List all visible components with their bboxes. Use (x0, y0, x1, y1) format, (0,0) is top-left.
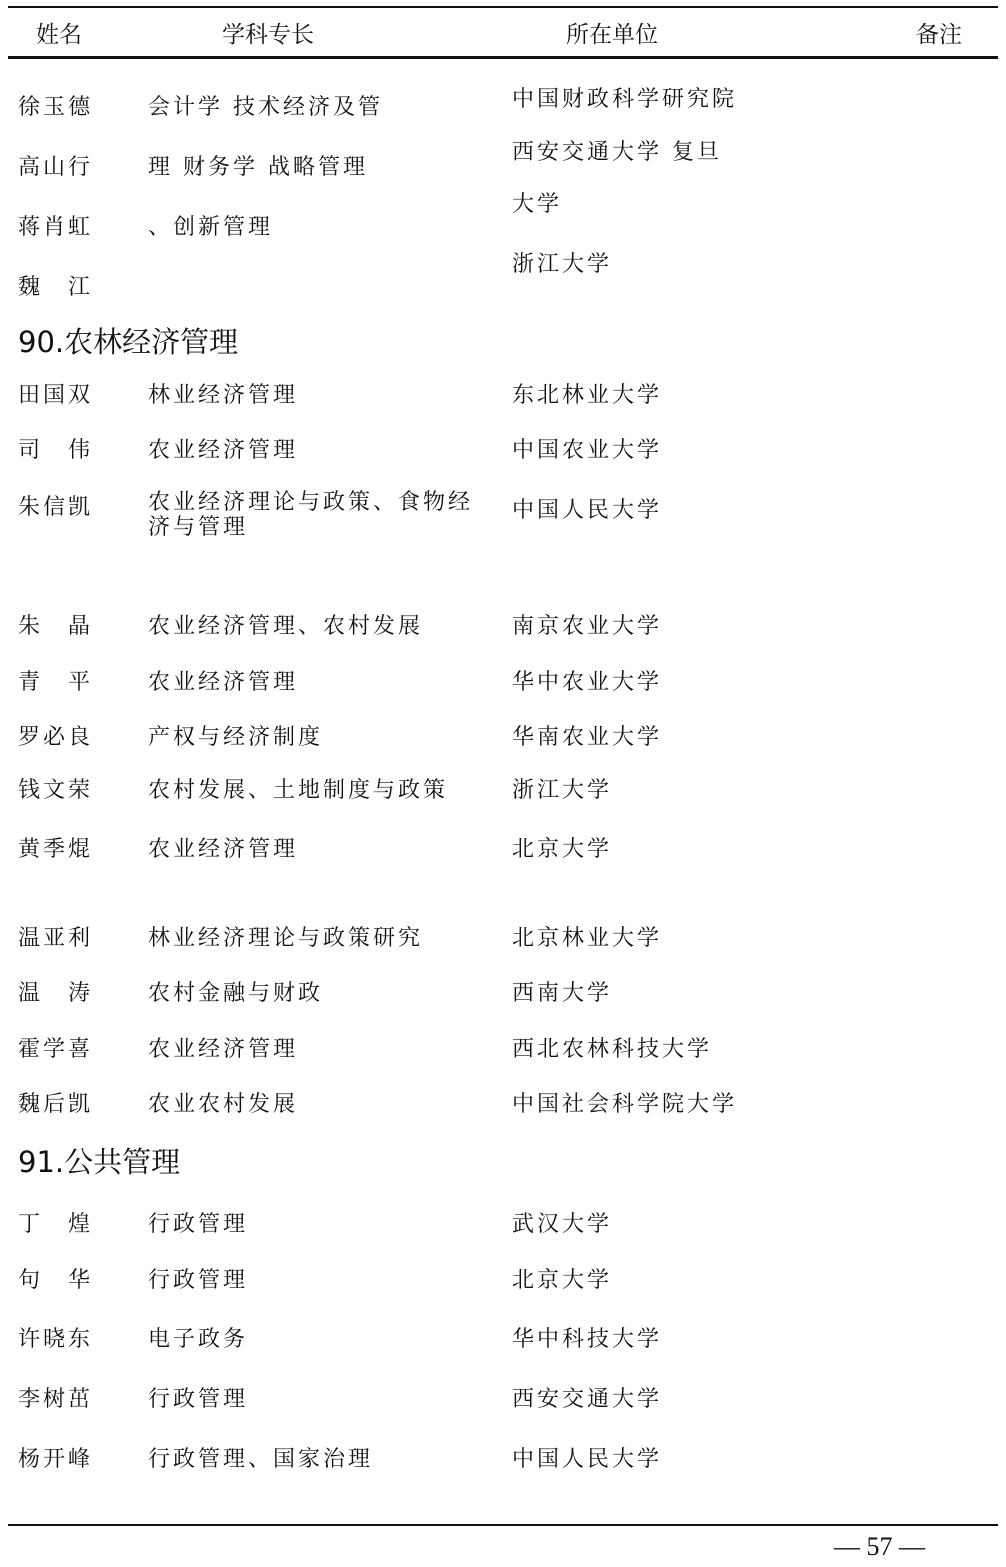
header-top-rule (8, 6, 998, 8)
name-cell: 司 伟 (18, 438, 94, 463)
specialty-cell: 农业农村发展 (148, 1092, 299, 1117)
header-specialty: 学科专长 (222, 22, 314, 48)
unit-cell: 西北农林科技大学 (512, 1037, 713, 1062)
name-cell: 杨开峰 (18, 1447, 94, 1472)
name-cell: 李树茁 (18, 1387, 94, 1412)
specialty-cell: 产权与经济制度 (148, 725, 324, 750)
specialty-line: 会计学 技术经济及管 (148, 95, 383, 120)
name-cell: 句 华 (18, 1268, 94, 1293)
name-cell: 田国双 (18, 383, 94, 408)
unit-cell: 北京大学 (512, 837, 613, 862)
page-number: — 57 — (834, 1532, 925, 1561)
specialty-cell: 农村金融与财政 (148, 981, 324, 1006)
specialty-cell: 农业经济理论与政策、食物经济与管理 (148, 490, 474, 540)
name-cell: 徐玉德 (18, 95, 94, 120)
specialty-cell: 电子政务 (148, 1327, 249, 1352)
unit-cell: 北京林业大学 (512, 926, 663, 951)
unit-cell: 中国社会科学院大学 (512, 1092, 738, 1117)
specialty-cell: 农业经济管理、农村发展 (148, 614, 424, 639)
specialty-cell: 农业经济管理 (148, 670, 299, 695)
header-bottom-rule (8, 56, 998, 59)
unit-cell: 南京农业大学 (512, 614, 663, 639)
specialty-line: 、创新管理 (148, 215, 274, 240)
name-cell: 温 涛 (18, 981, 94, 1006)
unit-cell: 武汉大学 (512, 1212, 613, 1237)
name-cell: 温亚利 (18, 926, 94, 951)
specialty-cell: 农业经济管理 (148, 1037, 299, 1062)
name-cell: 丁 煌 (18, 1212, 94, 1237)
name-cell: 罗必良 (18, 725, 94, 750)
unit-cell: 浙江大学 (512, 778, 613, 803)
section-title-91: 91.公共管理 (18, 1145, 181, 1179)
specialty-cell: 行政管理 (148, 1387, 249, 1412)
name-cell: 魏 江 (18, 275, 94, 300)
unit-line: 大学 (512, 192, 563, 217)
specialty-cell: 行政管理、国家治理 (148, 1447, 374, 1472)
unit-cell: 华中农业大学 (512, 670, 663, 695)
header-name: 姓名 (36, 22, 82, 48)
name-cell: 青 平 (18, 670, 94, 695)
unit-cell: 华中科技大学 (512, 1327, 663, 1352)
unit-cell: 西南大学 (512, 981, 613, 1006)
unit-cell: 中国人民大学 (512, 1447, 663, 1472)
name-cell: 魏后凯 (18, 1092, 94, 1117)
unit-line: 中国财政科学研究院 (512, 87, 738, 112)
unit-line: 浙江大学 (512, 252, 613, 277)
specialty-line: 理 财务学 战略管理 (148, 155, 368, 180)
specialty-cell: 林业经济管理 (148, 383, 299, 408)
specialty-cell: 行政管理 (148, 1212, 249, 1237)
specialty-cell: 林业经济理论与政策研究 (148, 926, 424, 951)
name-cell: 朱 晶 (18, 614, 94, 639)
name-cell: 朱信凯 (18, 495, 94, 520)
name-cell: 许晓东 (18, 1327, 94, 1352)
name-cell: 钱文荣 (18, 778, 94, 803)
unit-cell: 北京大学 (512, 1268, 613, 1293)
unit-cell: 东北林业大学 (512, 383, 663, 408)
specialty-cell: 农业经济管理 (148, 837, 299, 862)
unit-cell: 西安交通大学 (512, 1387, 663, 1412)
name-cell: 高山行 (18, 155, 94, 180)
specialty-cell: 农业经济管理 (148, 438, 299, 463)
unit-line: 西安交通大学 复旦 (512, 140, 722, 165)
unit-cell: 中国人民大学 (512, 498, 663, 523)
unit-cell: 华南农业大学 (512, 725, 663, 750)
specialty-cell: 农村发展、土地制度与政策 (148, 778, 449, 803)
header-remark: 备注 (916, 22, 962, 48)
footer-rule (8, 1524, 998, 1526)
name-cell: 黄季焜 (18, 837, 94, 862)
header-unit: 所在单位 (566, 22, 658, 48)
section-title-90: 90.农林经济管理 (18, 325, 239, 359)
specialty-cell: 行政管理 (148, 1268, 249, 1293)
name-cell: 蒋肖虹 (18, 215, 94, 240)
unit-cell: 中国农业大学 (512, 438, 663, 463)
name-cell: 霍学喜 (18, 1037, 94, 1062)
